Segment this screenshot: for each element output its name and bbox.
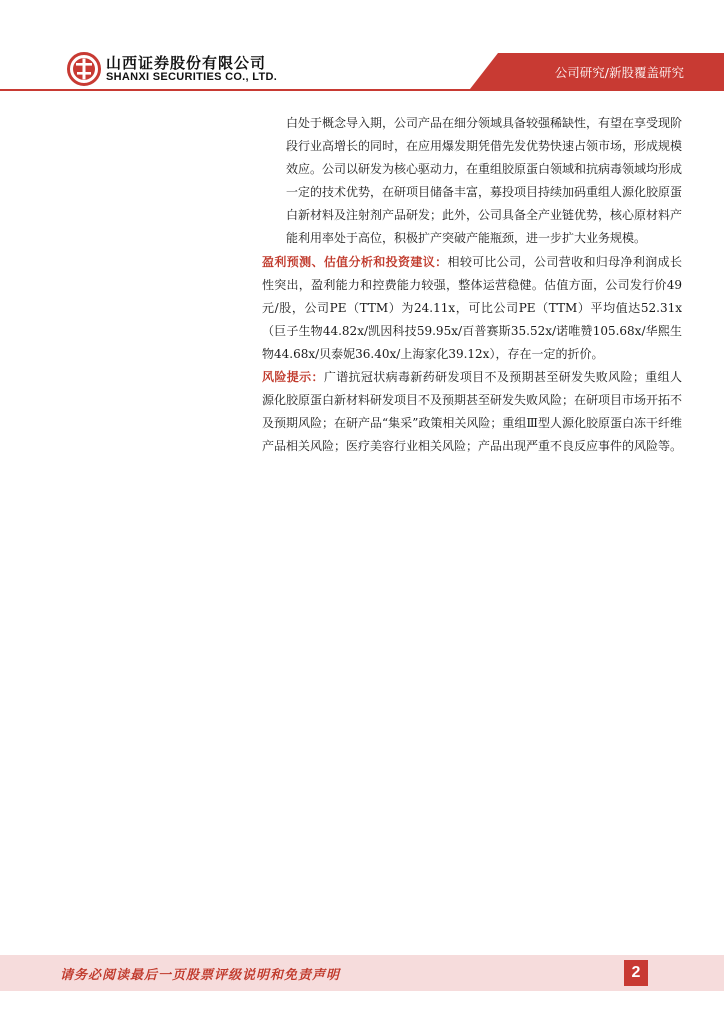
valuation-paragraph <box>262 251 682 366</box>
company-name-cn: 山西证券股份有限公司 <box>106 54 267 72</box>
disclaimer-notice: 请务必阅读最后一页股票评级说明和免责声明 <box>60 968 341 983</box>
risk-text: 广谱抗冠状病毒新药研发项目不及预期甚至研发失败风险；重组人源化胶原蛋白新材料研发项目不及预期甚至研发失败风险；在研项目市场开拓不及预期风险；在研产品“集采”政策相关风险；重组Ⅲ型人源化胶原蛋白冻干纤维产品相关风险；医疗美容行业相关风险；产品出现严重不良反应事件的风险等。 <box>262 370 683 454</box>
page-header <box>0 0 724 96</box>
risk-paragraph <box>262 366 682 458</box>
business-summary-paragraph: 白处于概念导入期，公司产品在细分领域具备较强稀缺性，有望在享受现阶段行业高增长的同时，在应用爆发期凭借先发优势快速占领市场，形成规模效应。公司以研发为核心驱动力，在重组胶原蛋白领域和抗病毒领域均形成一定的技术优势，在研项目储备丰富，募投项目持续加码重组人源化胶原蛋白新材料及注射剂产品研发；此外，公司具备全产业链优势，核心原材料产能利用率处于高位，积极扩产突破产能瓶颈，进一步扩大业务规模。 <box>286 116 683 246</box>
company-name-en: SHANXI SECURITIES CO., LTD. <box>106 71 278 83</box>
page-number: 2 <box>624 960 648 986</box>
valuation-heading: 盈利预测、估值分析和投资建议： <box>262 254 448 269</box>
shanxi-securities-logo-icon <box>67 52 101 86</box>
report-section-title: 公司研究/新股覆盖研究 <box>554 65 684 80</box>
risk-heading: 风险提示： <box>262 370 324 385</box>
main-content <box>262 112 682 458</box>
header-divider <box>0 89 724 91</box>
page-footer <box>0 955 724 991</box>
valuation-text: 相较可比公司，公司营收和归母净利润成长性突出，盈利能力和控费能力较强，整体运营稳健。估值方面，公司发行价49元/股，公司PE（TTM）为24.11x，可比公司PE（TTM）平均值达52.31x（巨子生物44.82x/凯因科技59.95x/百普赛斯35.52x/诺唯赞105.68x/华熙生物44.68x/贝泰妮36.40x/上海家化39.12x），存在一定的折价。 <box>262 254 682 361</box>
